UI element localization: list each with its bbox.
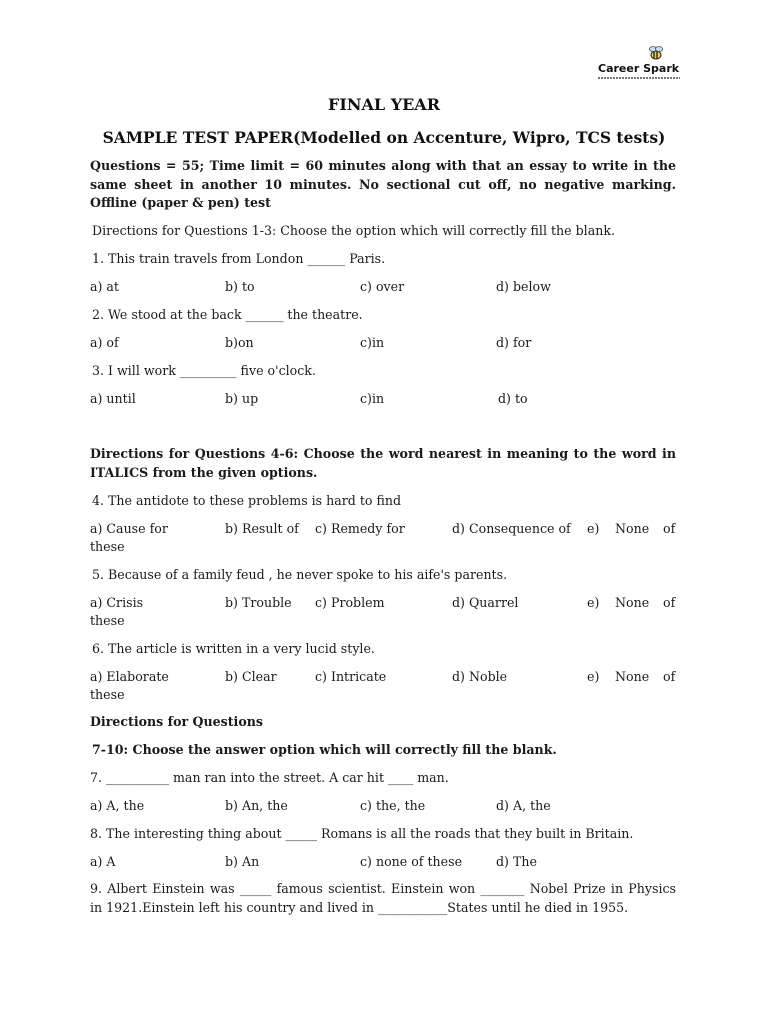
q7-option-c: c) the, the <box>360 798 426 813</box>
bee-icon <box>644 44 668 62</box>
q5-option-b: b) Trouble <box>225 595 292 610</box>
q8-option-c: c) none of these <box>360 854 463 869</box>
intro-paragraph: Questions = 55; Time limit = 60 minutes along with that an essay to write in the same sheet in another 10 minutes. No sectional cut off, no negative marking. Offline (paper & pen) test <box>90 158 676 210</box>
question-2: 2. We stood at the back ______ the theatre. <box>92 307 363 322</box>
q5-option-d: d) Quarrel <box>452 595 519 610</box>
q4-option-e-word2: of <box>663 521 676 536</box>
q3-option-b: b) up <box>225 391 259 406</box>
question-9: 9. Albert Einstein was _____ famous scientist. Einstein won _______ Nobel Prize in Physics in 1921.Einstein left his country and lived in ___________States until he died in 1955. <box>90 881 676 915</box>
q6-option-e-word3: these <box>90 687 125 702</box>
q6-option-e-word2: of <box>663 669 676 684</box>
page-subtitle: SAMPLE TEST PAPER(Modelled on Accenture, Wipro, TCS tests) <box>102 128 666 147</box>
question-7: 7. __________ man ran into the street. A car hit ____ man. <box>90 770 449 785</box>
q3-option-d: d) to <box>498 391 528 406</box>
q5-option-e-word3: these <box>90 613 125 628</box>
q2-option-c: c)in <box>360 335 385 350</box>
q6-option-c: c) Intricate <box>315 669 387 684</box>
q6-option-d: d) Noble <box>452 669 508 684</box>
q6-option-b: b) Clear <box>225 669 277 684</box>
section3-directions-heading: Directions for Questions <box>90 714 263 729</box>
q5-option-e: e) <box>587 595 600 610</box>
question-8: 8. The interesting thing about _____ Romans is all the roads that they built in Britain. <box>90 826 634 841</box>
section2-directions: Directions for Questions 4-6: Choose the word nearest in meaning to the word in ITALICS from the given options. <box>90 446 676 480</box>
q7-option-d: d) A, the <box>496 798 551 813</box>
q5-option-a: a) Crisis <box>90 595 144 610</box>
q4-option-a: a) Cause for <box>90 521 168 536</box>
q1-option-a: a) at <box>90 279 119 294</box>
q5-option-e-word2: of <box>663 595 676 610</box>
q1-option-c: c) over <box>360 279 405 294</box>
q1-option-b: b) to <box>225 279 255 294</box>
q4-option-c: c) Remedy for <box>315 521 405 536</box>
q1-option-d: d) below <box>496 279 551 294</box>
q2-option-b: b)on <box>225 335 254 350</box>
question-4: 4. The antidote to these problems is hard to find <box>92 493 402 508</box>
page-title: FINAL YEAR <box>327 95 441 114</box>
q8-option-d: d) The <box>496 854 537 869</box>
question-5: 5. Because of a family feud , he never spoke to his aife's parents. <box>92 567 508 582</box>
q5-option-e-word1: None <box>615 595 650 610</box>
q6-option-a: a) Elaborate <box>90 669 169 684</box>
section1-directions: Directions for Questions 1-3: Choose the option which will correctly fill the blank. <box>92 223 615 238</box>
q4-option-e: e) <box>587 521 600 536</box>
q7-option-b: b) An, the <box>225 798 288 813</box>
logo-text: Career Spark <box>598 62 680 75</box>
q3-option-a: a) until <box>90 391 136 406</box>
q2-option-d: d) for <box>496 335 532 350</box>
q5-option-c: c) Problem <box>315 595 385 610</box>
section3-directions: 7-10: Choose the answer option which will correctly fill the blank. <box>92 742 557 757</box>
q4-option-b: b) Result of <box>225 521 299 536</box>
q6-option-e: e) <box>587 669 600 684</box>
logo-tagline <box>598 77 680 79</box>
q4-option-e-word1: None <box>615 521 650 536</box>
q7-option-a: a) A, the <box>90 798 145 813</box>
q8-option-b: b) An <box>225 854 260 869</box>
q6-option-e-word1: None <box>615 669 650 684</box>
career-spark-logo <box>598 44 682 80</box>
question-6: 6. The article is written in a very lucid style. <box>92 641 375 656</box>
question-1: 1. This train travels from London ______ Paris. <box>92 251 386 266</box>
q8-option-a: a) A <box>90 854 116 869</box>
q2-option-a: a) of <box>90 335 119 350</box>
question-3: 3. I will work _________ five o'clock. <box>92 363 316 378</box>
q4-option-d: d) Consequence of <box>452 521 571 536</box>
q4-option-e-word3: these <box>90 539 125 554</box>
q3-option-c: c)in <box>360 391 385 406</box>
